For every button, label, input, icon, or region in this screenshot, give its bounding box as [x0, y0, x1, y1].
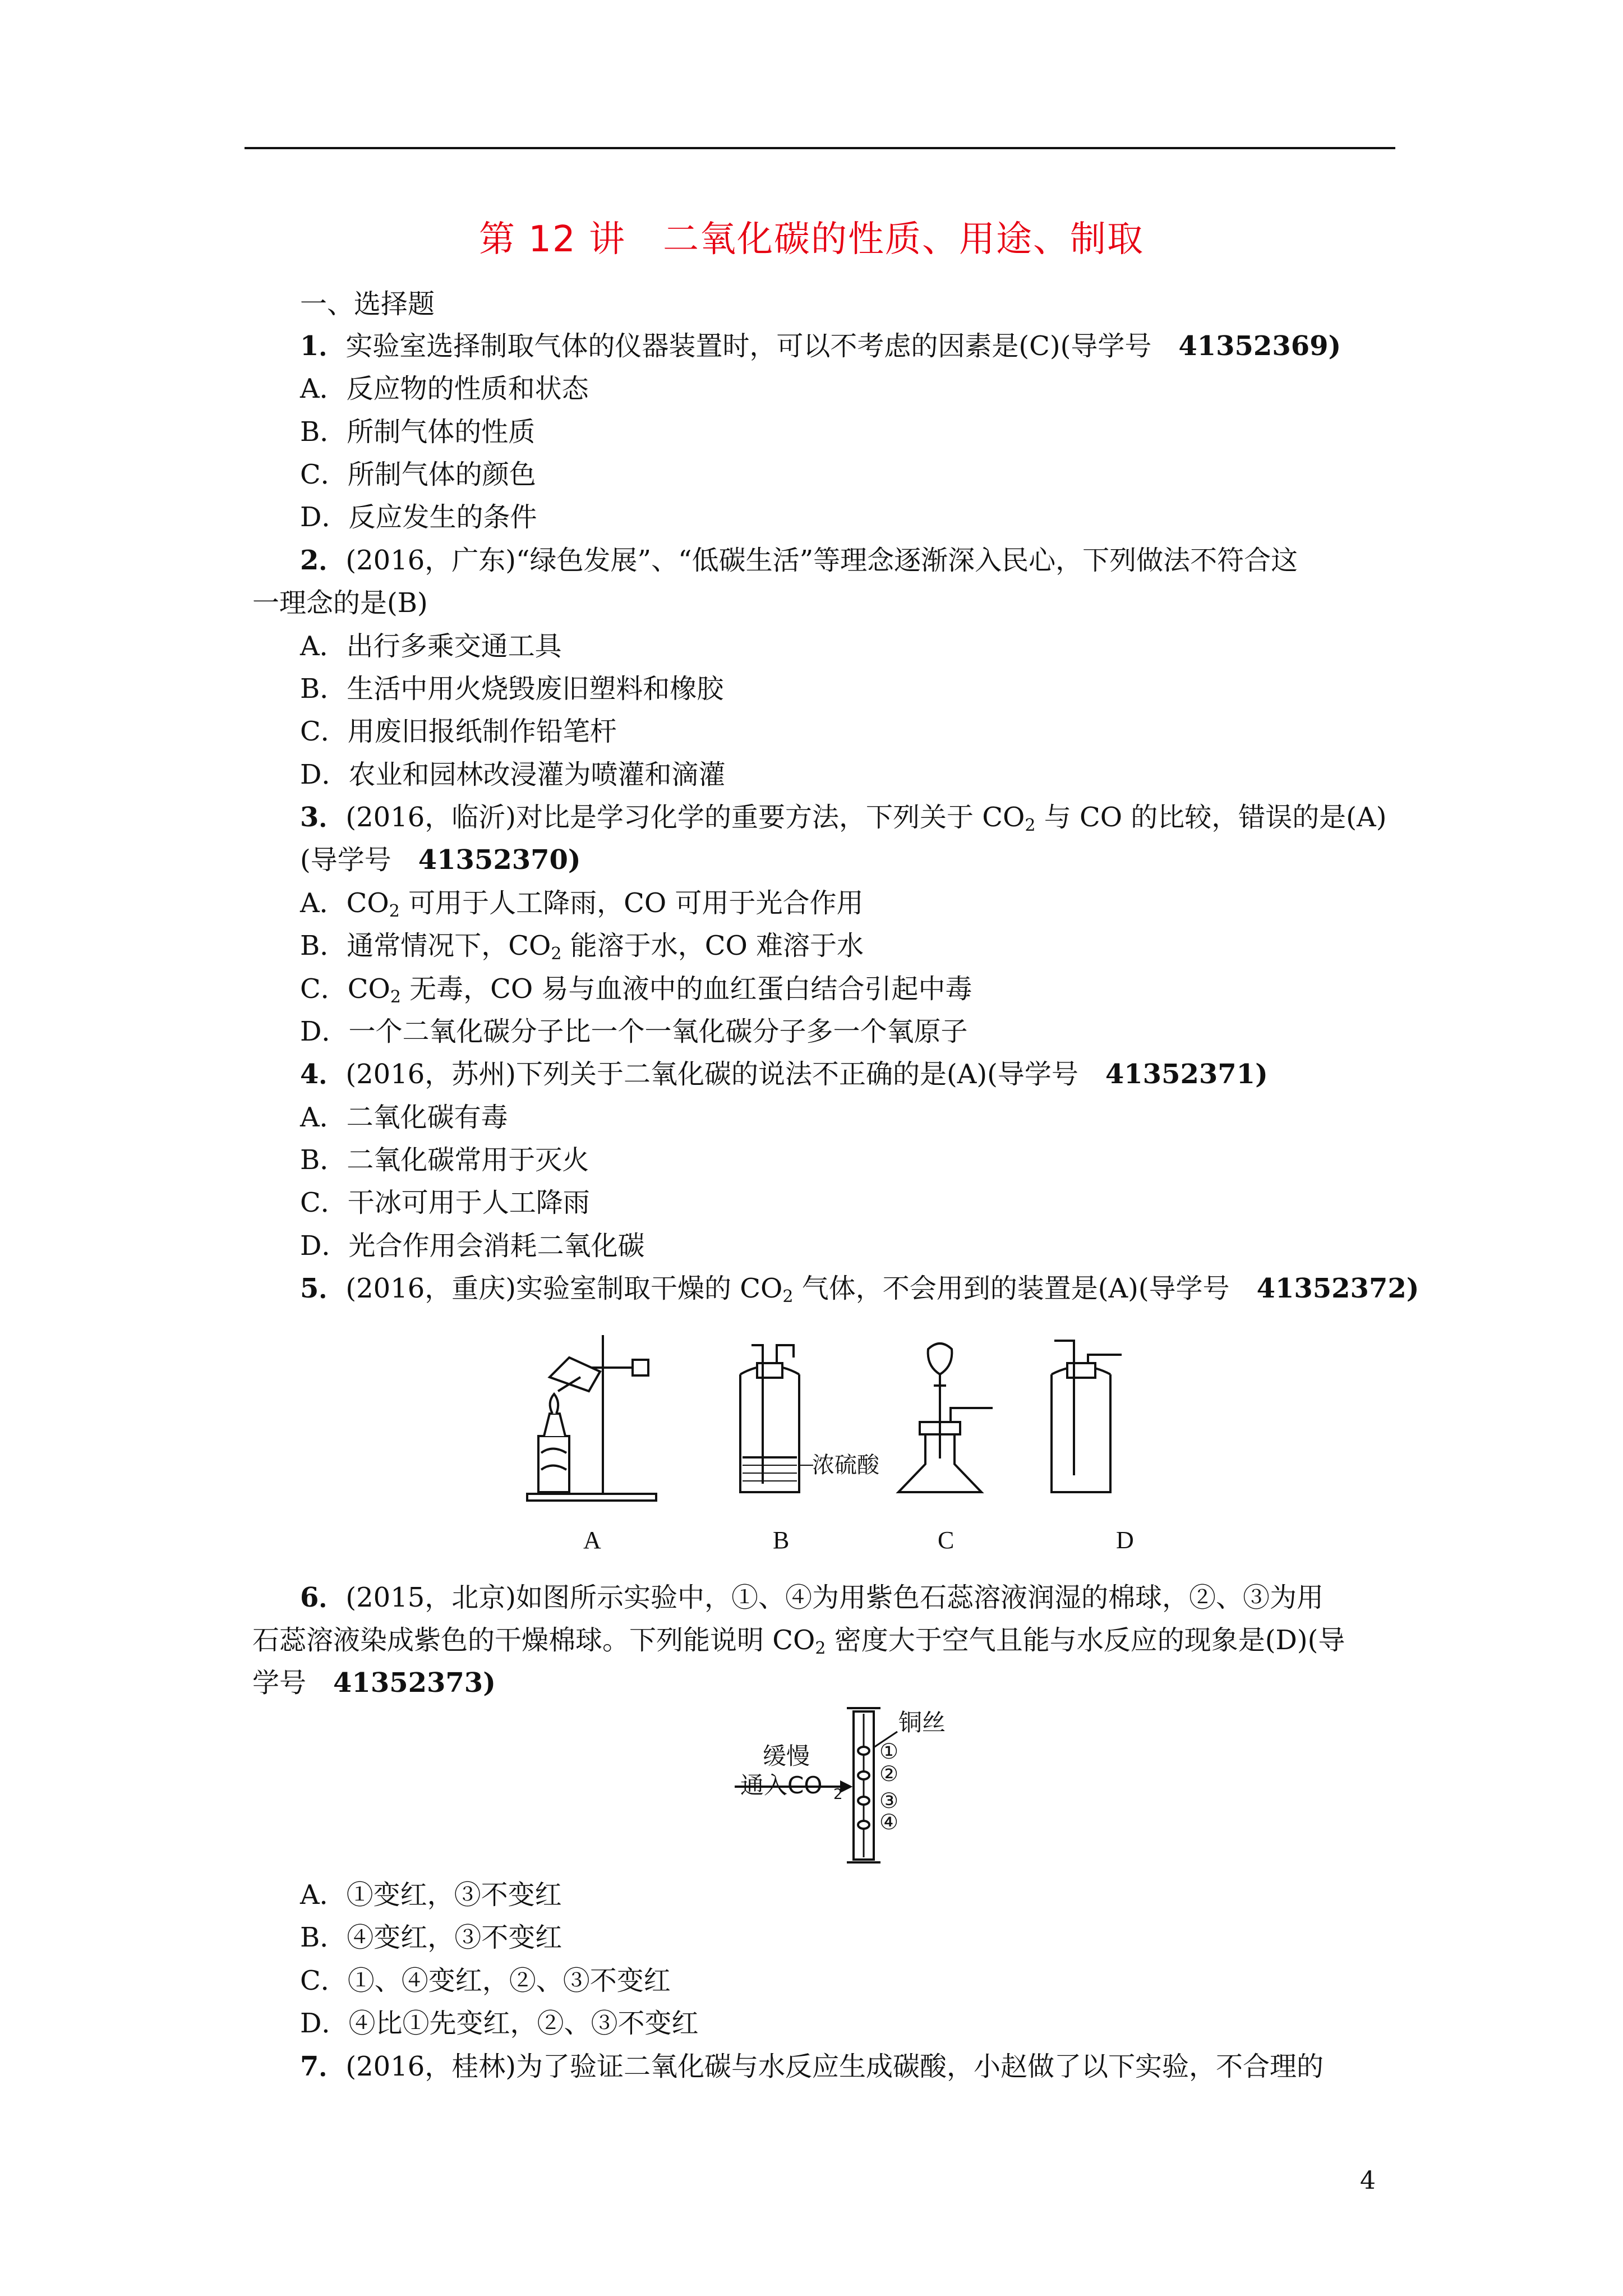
section-heading: 一、选择题	[300, 288, 435, 320]
question-2-option-c: C．用废旧报纸制作铅笔杆	[300, 716, 617, 747]
tube-inlet-label-1: 缓慢	[763, 1742, 810, 1770]
figure-label-d: D	[1116, 1526, 1134, 1554]
marker-3: ③	[879, 1788, 899, 1813]
question-2-option-a: A．出行多乘交通工具	[300, 631, 562, 662]
figure-label-b: B	[773, 1526, 790, 1554]
apparatus-d-bottle	[1052, 1341, 1122, 1492]
cotton-ball-2	[858, 1772, 869, 1779]
co2-tube-figure	[729, 1703, 1021, 1871]
question-3-option-d: D．一个二氧化碳分子比一个一氧化碳分子多一个氧原子	[300, 1016, 968, 1047]
page-title: 第 12 讲 二氧化碳的性质、用途、制取	[478, 219, 1145, 260]
question-6-option-c: C．①、④变红，②、③不变红	[300, 1965, 671, 1996]
cotton-ball-4	[858, 1821, 869, 1829]
question-6-stem: 6．(2015，北京)如图所示实验中，①、④为用紫色石蕊溶液润湿的棉球，②、③为用	[300, 1582, 1324, 1613]
figure-label-c: C	[938, 1526, 955, 1554]
question-2-option-d: D．农业和园林改浸灌为喷灌和滴灌	[300, 759, 726, 790]
question-4-option-a: A．二氧化碳有毒	[300, 1102, 508, 1133]
question-6-option-d: D．④比①先变红，②、③不变红	[300, 2008, 699, 2039]
marker-2: ②	[879, 1761, 899, 1786]
question-2-option-b: B．生活中用火烧毁废旧塑料和橡胶	[300, 673, 724, 705]
cotton-ball-3	[858, 1797, 869, 1805]
question-4-option-d: D．光合作用会消耗二氧化碳	[300, 1230, 645, 1262]
marker-4: ④	[879, 1810, 899, 1834]
question-3-stem: 3．(2016，临沂)对比是学习化学的重要方法，下列关于 $CO_2$ 与 CO 的比较，错误的是(A)	[300, 802, 1387, 835]
apparatus-c-flask	[898, 1343, 993, 1492]
question-2-stem: 2．(2016，广东)“绿色发展”、“低碳生活”等理念逐渐深入民心，下列做法不符合这	[300, 545, 1298, 576]
question-4-stem: 4．(2016，苏州)下列关于二氧化碳的说法不正确的是(A)(导学号 41352371)	[300, 1059, 1268, 1090]
question-1-stem: 1．实验室选择制取气体的仪器装置时，可以不考虑的因素是(C)(导学号 41352369)	[300, 330, 1341, 362]
figure-label-a: A	[583, 1526, 601, 1554]
question-1-option-c: C．所制气体的颜色	[300, 459, 536, 490]
acid-label: 浓硫酸	[812, 1452, 879, 1478]
question-6-stem-cont: 石蕊溶液染成紫色的干燥棉球。下列能说明 $CO_2$ 密度大于空气且能与水反应的现象是(D)(导	[252, 1625, 1345, 1658]
question-6-stem-cont2: 学号 41352373)	[252, 1667, 496, 1699]
question-6-option-a: A．①变红，③不变红	[300, 1879, 562, 1911]
question-7-stem: 7．(2016，桂林)为了验证二氧化碳与水反应生成碳酸，小赵做了以下实验，不合理的	[300, 2051, 1324, 2082]
tube-inlet-subscript: 2	[833, 1786, 843, 1803]
copper-wire-label: 铜丝	[898, 1709, 946, 1736]
question-1-option-a: A．反应物的性质和状态	[300, 373, 589, 404]
question-4-option-c: C．干冰可用于人工降雨	[300, 1187, 590, 1218]
question-3-option-a: A．$CO_2$ 可用于人工降雨，CO 可用于光合作用	[300, 887, 864, 921]
question-1-option-d: D．反应发生的条件	[300, 501, 537, 533]
question-5-stem: 5．(2016，重庆)实验室制取干燥的 $CO_2$ 气体，不会用到的装置是(A)(导学号 41352372)	[300, 1273, 1419, 1306]
question-3-option-c: C．$CO_2$ 无毒，CO 易与血液中的血红蛋白结合引起中毒	[300, 973, 972, 1007]
apparatus-a-stand	[527, 1335, 656, 1501]
apparatus-figure	[516, 1324, 1189, 1526]
question-3-option-b: B．通常情况下，$CO_2$ 能溶于水，CO 难溶于水	[300, 930, 864, 964]
cotton-ball-1	[858, 1747, 869, 1755]
question-3-stem-cont: (导学号 41352370)	[300, 844, 581, 876]
marker-1: ①	[879, 1739, 899, 1764]
apparatus-b-wash-bottle	[740, 1345, 813, 1492]
page-number: 4	[1360, 2166, 1376, 2195]
question-4-option-b: B．二氧化碳常用于灭火	[300, 1144, 589, 1176]
header-rule	[245, 147, 1395, 149]
question-6-option-b: B．④变红，③不变红	[300, 1922, 562, 1953]
tube-inlet-label-2: 通入CO	[740, 1772, 823, 1799]
question-1-option-b: B．所制气体的性质	[300, 416, 536, 448]
question-2-stem-cont: 一理念的是(B)	[252, 587, 428, 619]
